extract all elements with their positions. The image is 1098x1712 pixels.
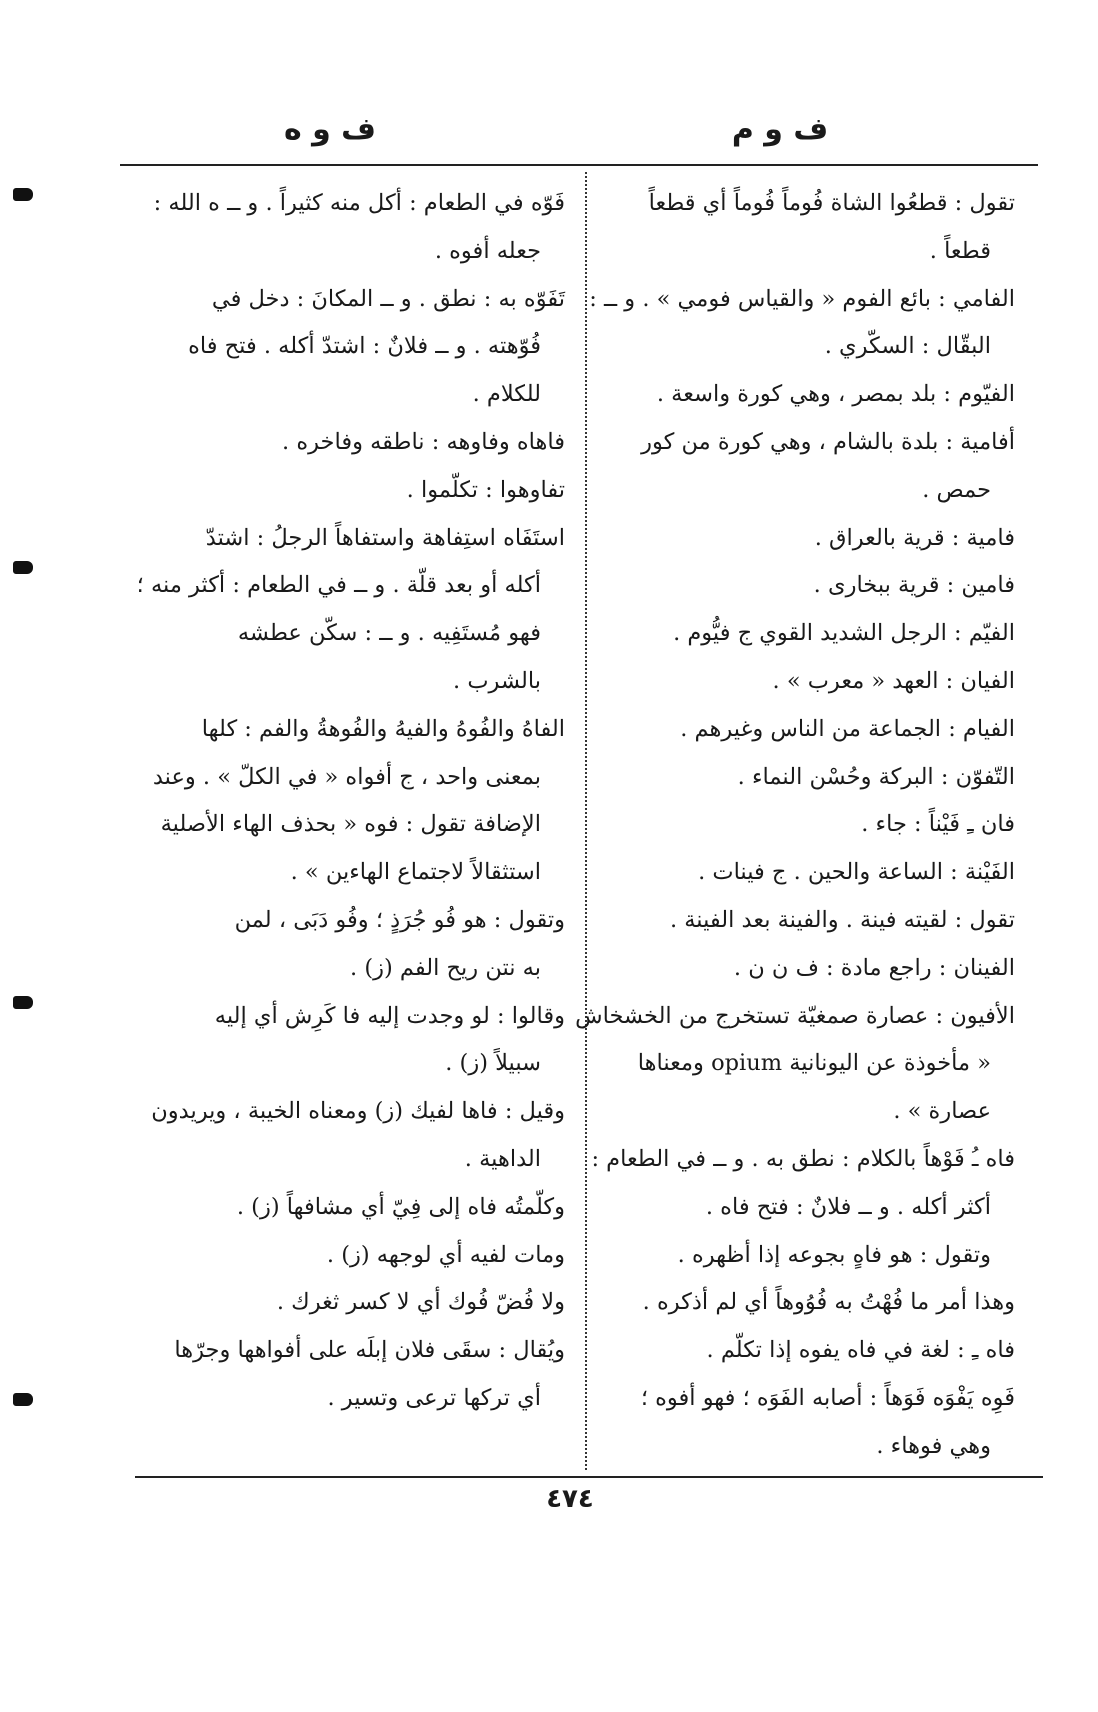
entry-line: ومات لفيه أي لوجهه (ز) . (326, 1241, 565, 1268)
entry-line: الفامي : بائع الفوم « والقياس فومي » . و ــ : (589, 285, 1015, 312)
footer-rule (135, 1476, 1043, 1478)
entry-line: فان ـِ فَيْناً : جاء . (861, 811, 1015, 838)
entry-continuation-line: أكثر أكله . و ــ فلانٌ : فتح فاه . (705, 1193, 991, 1220)
entry-continuation-line: وتقول : هو فاهٍ بجوعه إذا أظهره . (677, 1241, 991, 1268)
entry-continuation-line: بالشرب . (453, 667, 541, 694)
entry-line: الأفيون : عصارة صمغيّة تستخرج من الخشخاش (575, 1002, 1015, 1029)
entry-continuation-line: البقّال : السكّري . (824, 333, 991, 360)
header-rule (120, 164, 1038, 166)
entry-continuation-line: أي تركها ترعى وتسير . (327, 1384, 541, 1411)
entry-continuation-line: سبيلاً (ز) . (445, 1050, 541, 1077)
entry-continuation-line: عصارة » . (893, 1098, 991, 1125)
margin-mark (13, 996, 33, 1009)
entry-continuation-line: فهو مُستَفِيه . و ــ : سكّن عطشه (237, 620, 541, 647)
entry-line: فاه ـِ : لغة في فاه يفوه إذا تكلّم . (706, 1337, 1015, 1364)
page-number: ٤٧٤ (546, 1484, 594, 1514)
entry-line: تفاوهوا : تكلّموا . (406, 476, 565, 503)
entry-line: الفيام : الجماعة من الناس وغيرهم . (680, 715, 1015, 742)
entry-line: فاهاه وفاوهه : ناطقه وفاخره . (282, 428, 565, 455)
entry-line: التّفوّن : البركة وحُسْن النماء . (737, 763, 1015, 790)
margin-mark (13, 188, 33, 201)
entry-continuation-line: « مأخوذة عن اليونانية opium ومعناها (637, 1050, 991, 1077)
entry-continuation-line: للكلام . (472, 381, 541, 408)
entry-line: الفينان : راجع مادة : ف ن ن . (733, 954, 1015, 981)
entry-continuation-line: قطعاً . (929, 237, 991, 264)
entry-line: وقالوا : لو وجدت إليه فا كَرِش أي إليه (214, 1002, 565, 1029)
entry-continuation-line: به نتن ريح الفم (ز) . (350, 954, 541, 981)
entry-continuation-line: جعله أفوه . (434, 237, 541, 264)
entry-line: الفيّوم : بلد بمصر ، وهي كورة واسعة . (656, 381, 1015, 408)
entry-line: ويُقال : سقَى فلان إبلَه على أفواهها وجرّها (174, 1337, 565, 1364)
entry-line: وهذا أمر ما فُهْتُ به فُوُوهاً أي لم أذكره . (642, 1289, 1015, 1316)
entry-line: تقول : لقيته فينة . والفينة بعد الفينة . (669, 906, 1015, 933)
entry-continuation-line: وهي فوهاء . (876, 1432, 991, 1459)
entry-continuation-line: فُوّهته . و ــ فلانٌ : اشتدّ أكله . فتح فاه (188, 333, 541, 360)
left-column (115, 180, 565, 1423)
entry-line: استَفَاه استِفاهة واستفاهاً الرجلُ : اشتدّ (205, 524, 565, 551)
entry-line: وقيل : فاها لفيك (ز) ومعناه الخيبة ، ويريدون (151, 1098, 565, 1125)
entry-line: وكلّمتُه فاه إلى فِيّ أي مشافهاً (ز) . (236, 1193, 565, 1220)
entry-line: أفامية : بلدة بالشام ، وهي كورة من كور (641, 428, 1015, 455)
right-column (565, 180, 1015, 1471)
entry-continuation-line: استثقالاً لاجتماع الهاءين » . (290, 859, 541, 886)
margin-mark (13, 1393, 33, 1406)
entry-continuation-line: الإضافة تقول : فوه « بحذف الهاء الأصلية (160, 811, 541, 838)
entry-line: الفيان : العهد « معرب » . (772, 667, 1015, 694)
entry-continuation-line: الداهية . (464, 1145, 541, 1172)
header-root-left: ف و ه (283, 112, 377, 147)
entry-line: فَوِه يَفْوَه فَوَهاً : أصابه الفَوَه ؛ فهو أفوه ؛ (640, 1384, 1015, 1411)
entry-line: تقول : قطعُوا الشاة فُوماً فُوماً أي قطعاً (648, 190, 1015, 216)
margin-mark (13, 561, 33, 574)
entry-line: فاه ـُ فَوْهاً بالكلام : نطق به . و ــ في الطعام : (591, 1145, 1015, 1172)
entry-continuation-line: بمعنى واحد ، ج أفواه « في الكلّ » . وعند (152, 763, 541, 790)
entry-line: فامين : قرية ببخارى . (813, 572, 1015, 599)
entry-line: ولا فُضّ فُوك أي لا كسر ثغرك . (276, 1289, 565, 1316)
entry-line: الفيّم : الرجل الشديد القوي ج فيُّوم . (673, 620, 1015, 647)
entry-line: فامية : قرية بالعراق . (814, 524, 1015, 551)
entry-continuation-line: حمص . (922, 476, 991, 503)
entry-continuation-line: أكله أو بعد قلّة . و ــ في الطعام : أكثر منه ؛ (136, 572, 541, 599)
entry-line: الفَيْنة : الساعة والحين . ج فينات . (698, 859, 1015, 886)
entry-line: فَوّه في الطعام : أكل منه كثيراً . و ــ ه الله : (153, 190, 565, 216)
header-root-right: ف و م (731, 112, 829, 147)
entry-line: الفاهُ والفُوهُ والفيهُ والفُوهةُ والفم : كلها (201, 715, 565, 742)
entry-line: تَفَوّه به : نطق . و ــ المكانَ : دخل في (211, 285, 565, 312)
entry-line: وتقول : هو فُو جُرَذٍ ؛ وفُو دَبَى ، لمن (234, 906, 565, 933)
